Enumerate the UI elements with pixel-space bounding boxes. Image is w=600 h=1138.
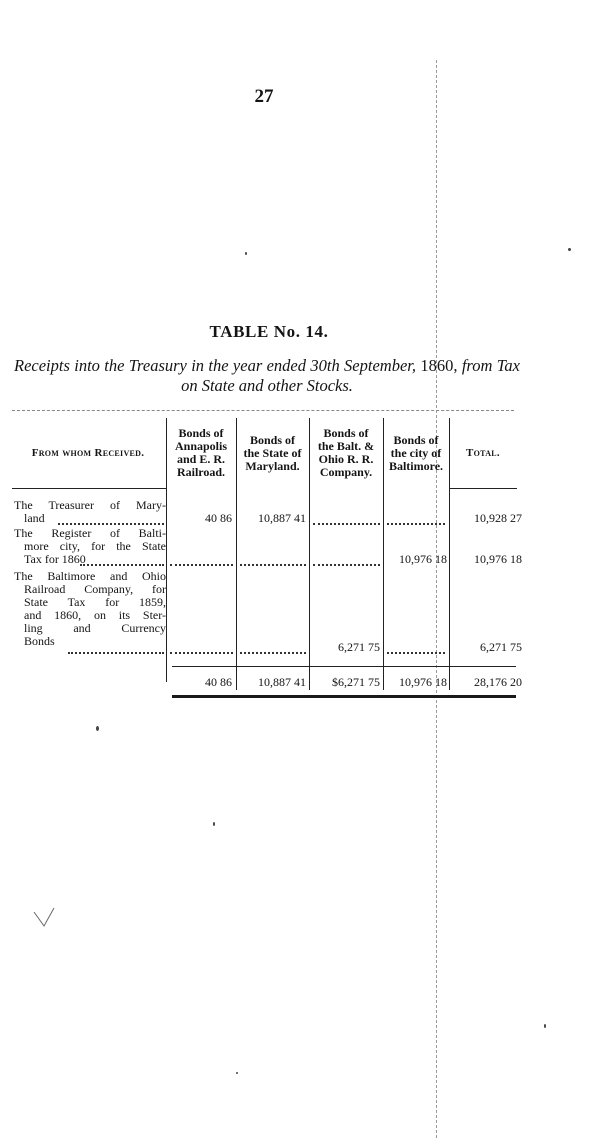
grand-total: 28,176 20 (474, 675, 522, 689)
row-label-line: more city, for the State (24, 539, 166, 553)
row-label-line: land (24, 511, 45, 525)
cell-balt-ohio: 6,271 75 (338, 640, 380, 654)
scan-speck (568, 248, 571, 251)
dot-leader (240, 564, 306, 566)
table-bottom-rule (172, 695, 516, 698)
fold-crease-line (436, 60, 437, 1138)
header-state-line: Bonds of (249, 432, 295, 447)
header-annapolis (166, 418, 236, 488)
dot-leader (313, 523, 380, 525)
header-balt-ohio-line: Bonds of (323, 426, 369, 440)
dot-leader (313, 564, 380, 566)
dot-leader (387, 652, 445, 654)
dot-leader (68, 652, 164, 654)
cell-baltimore: 10,976 18 (399, 552, 447, 566)
caption-line-2: from Tax on State and other Stocks. (181, 356, 520, 395)
dot-leader (170, 564, 233, 566)
column-rule (449, 418, 450, 690)
header-annapolis-line: Railroad. (176, 465, 226, 479)
cell-annapolis: 40 86 (205, 511, 232, 525)
column-rule (383, 418, 384, 690)
total-state: 10,887 41 (258, 675, 306, 689)
row-label-line-wrap (14, 635, 166, 648)
header-state-line: Maryland. (245, 458, 300, 473)
header-balt-ohio (309, 418, 383, 488)
dot-leader (387, 523, 445, 525)
row-label-line: ling and Currency (24, 621, 166, 635)
cell-state: 10,887 41 (258, 511, 306, 525)
header-baltimore-line: Bonds of (393, 432, 439, 447)
header-state (236, 418, 309, 488)
row-label-line: State Tax for 1859, (24, 595, 166, 609)
total-annapolis: 40 86 (205, 675, 232, 689)
scan-mark (32, 906, 58, 932)
row-label (14, 527, 166, 566)
header-baltimore-line: the city of (390, 445, 442, 460)
column-rule (309, 418, 310, 690)
column-rule (166, 418, 167, 682)
total-balt-ohio: $6,271 75 (332, 675, 380, 689)
header-baltimore (383, 418, 449, 488)
header-balt-ohio-line: Ohio R. R. (318, 452, 374, 466)
table-caption (14, 356, 520, 396)
header-bottom-rule (449, 488, 517, 489)
scan-speck (245, 252, 247, 255)
row-label-line: Bonds (24, 634, 55, 648)
dot-leader (170, 652, 233, 654)
header-baltimore-line: Baltimore. (388, 458, 444, 473)
total-baltimore: 10,976 18 (399, 675, 447, 689)
row-label-line: Tax for 1860 (24, 552, 86, 566)
caption-line-1: Receipts into the Treasury in the year ended 30th September, (14, 356, 416, 375)
header-bottom-rule (12, 488, 166, 489)
header-total: Total. (466, 446, 500, 459)
dot-leader (58, 523, 164, 525)
row-label-line: The Treasurer of Mary- (14, 498, 166, 512)
header-state-line: the State of (243, 445, 302, 460)
header-balt-ohio-line: the Balt. & (317, 439, 375, 453)
header-annapolis-line: and E. R. (176, 452, 226, 466)
table-title: TABLE No. 14. (209, 322, 329, 341)
row-label-line: and 1860, on its Ster- (24, 608, 166, 622)
scan-speck (213, 822, 215, 826)
cell-total: 6,271 75 (480, 640, 522, 654)
dot-leader (80, 564, 164, 566)
row-label (14, 570, 166, 648)
header-annapolis-line: Bonds of (178, 426, 224, 440)
scan-speck (96, 726, 99, 731)
page-number: 27 (254, 86, 274, 107)
header-balt-ohio-line: Company. (319, 465, 373, 479)
row-label (14, 499, 166, 525)
row-label-line: The Baltimore and Ohio (14, 569, 166, 583)
row-label-line: Railroad Company, for (24, 582, 166, 596)
cell-total: 10,976 18 (474, 552, 522, 566)
table-top-rule (12, 410, 514, 411)
totals-top-rule (172, 666, 516, 667)
caption-year: 1860, (420, 356, 458, 375)
scan-speck (236, 1072, 238, 1074)
header-annapolis-line: Annapolis (174, 439, 228, 453)
header-from-whom: From whom Received. (31, 446, 145, 459)
dot-leader (240, 652, 306, 654)
cell-total: 10,928 27 (474, 511, 522, 525)
row-label-line: The Register of Balti- (14, 526, 166, 540)
column-rule (236, 418, 237, 690)
scan-speck (544, 1024, 546, 1028)
